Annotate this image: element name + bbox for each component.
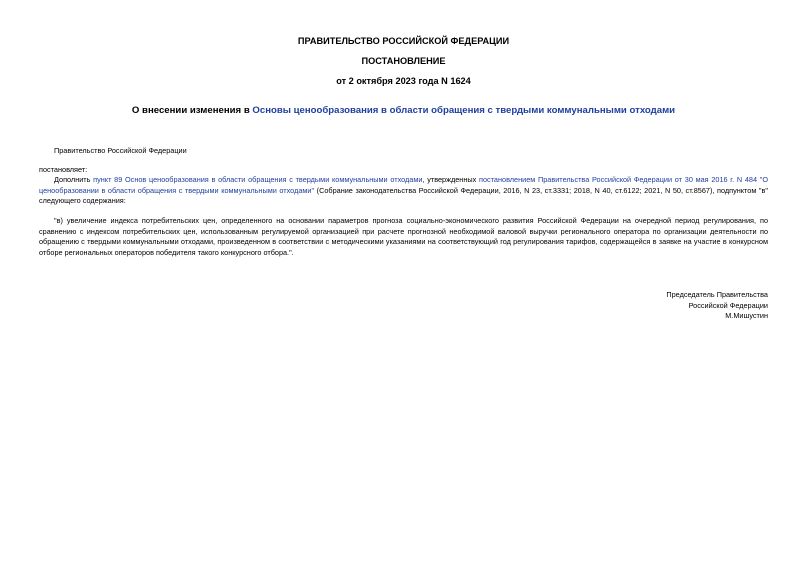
signature-position: Председатель Правительства: [666, 290, 768, 299]
title-prefix: О внесении изменения в: [131, 105, 253, 116]
p1-link-resolution[interactable]: постановлением Правительства Российской Федерации от 30 мая 2016 г. N 484 "О ценообразовании в области обращения с твердыми коммунальными отходами": [39, 175, 769, 195]
document-title: [0, 105, 807, 116]
p1-text-1: Дополнить: [54, 175, 94, 184]
date-number-heading: от 2 октября 2023 года N 1624: [336, 76, 471, 86]
paragraph-new-subclause: "в) увеличение индекса потребительских цен, определенного на основании параметров прогноза социально-экономического развития Российской Федерации на очередной период регулирования, по сравнению с индексом потребительских цен, использованным регулируемой организацией при расчете прогнозной необходимой валовой выручки регионального оператора по организации деятельности по обращению с твердыми коммунальными отходами, произведенном в соответствии с методическими указаниями на соответствующий год регулирования тарифов, содержащейся в заявке на участие в конкурсном отборе региональных операторов победителя такого конкурсного отбора.".: [39, 216, 768, 257]
issuer-heading: ПРАВИТЕЛЬСТВО РОССИЙСКОЙ ФЕДЕРАЦИИ: [297, 36, 510, 46]
signature-name: М.Мишустин: [725, 311, 768, 320]
paragraph-amendment: [39, 175, 768, 207]
document-type-heading: ПОСТАНОВЛЕНИЕ: [361, 56, 446, 66]
p1-link-clause[interactable]: пункт 89 Основ ценообразования в области обращения с твердыми коммунальными отходами: [93, 175, 423, 184]
p1-text-3: (Собрание законодательства Российской Федерации, 2016, N 23, ст.3331; 2018, N 40, ст.6122; 2021, N 50, ст.8567), подпунктом "в" следующего содержания:: [39, 185, 768, 206]
p1-text-2: , утвержденных: [422, 175, 479, 184]
title-link[interactable]: Основы ценообразования в области обращения с твердыми коммунальными отходами: [252, 105, 676, 116]
intro-text: Правительство Российской Федерации: [54, 146, 187, 155]
signature-organization: Российской Федерации: [688, 301, 768, 310]
decrees-text: постановляет:: [39, 165, 88, 174]
